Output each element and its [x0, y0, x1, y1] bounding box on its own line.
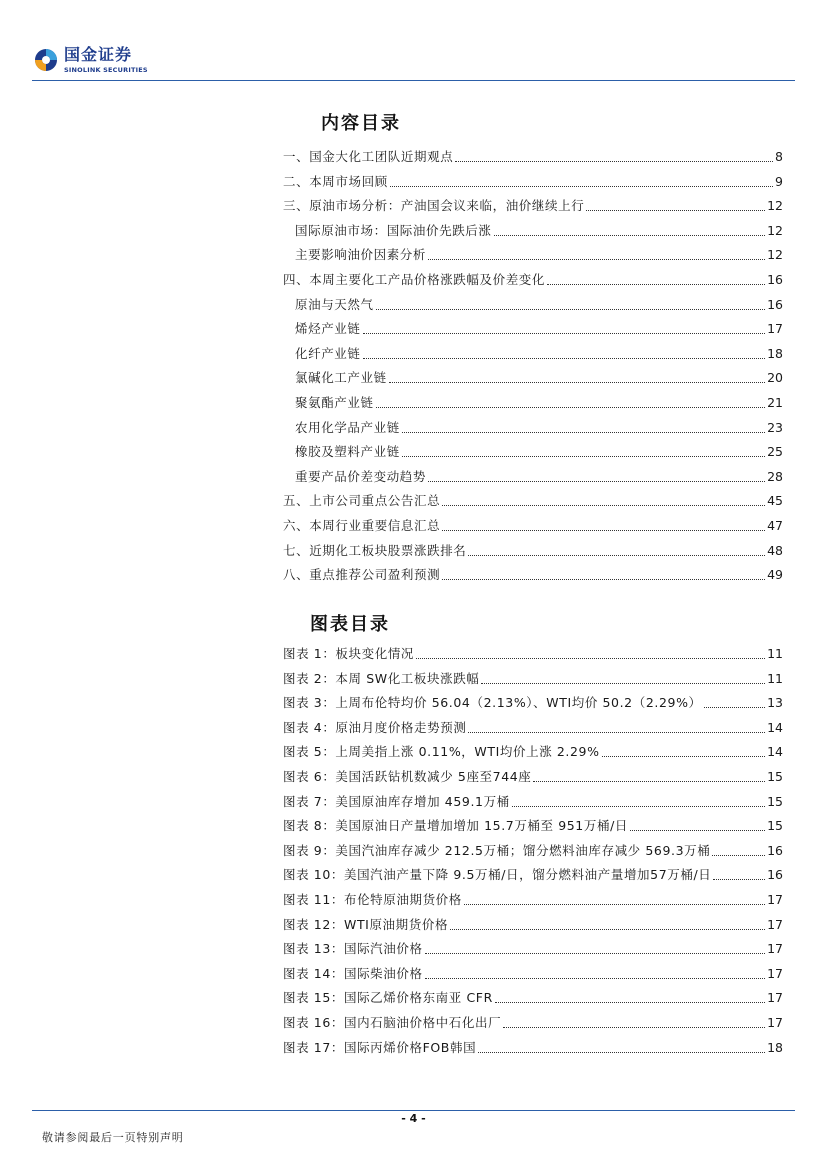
- dot-leader: [468, 555, 765, 556]
- figure-entry[interactable]: [283, 812, 783, 834]
- toc-entry-label: 四、本周主要化工产品价格涨跌幅及价差变化: [283, 272, 546, 287]
- toc-entry-label: 六、本周行业重要信息汇总: [283, 518, 441, 533]
- figure-entry-page-number: 16: [767, 842, 783, 858]
- dot-leader: [468, 732, 765, 733]
- dot-leader: [495, 1002, 765, 1003]
- toc-entry-page-number: 48: [767, 542, 783, 558]
- toc-entry[interactable]: [283, 487, 783, 509]
- figure-entry-label: 图表 10：美国汽油产量下降 9.5万桶/日，馏分燃料油产量增加57万桶/日: [283, 867, 712, 883]
- figure-entry[interactable]: [283, 640, 783, 662]
- figure-entry-label: 图表 16：国内石脑油价格中石化出厂: [283, 1015, 502, 1030]
- toc-entry-label: 国际原油市场：国际油价先跌后涨: [295, 222, 492, 238]
- dot-leader: [442, 505, 765, 506]
- figure-entry-label: 图表 12：WTI原油期货价格: [283, 916, 449, 932]
- figure-entry-page-number: 15: [767, 793, 783, 809]
- toc-entry-label: 二、本周市场回顾: [283, 173, 388, 189]
- toc-entry[interactable]: [283, 512, 783, 534]
- figure-entry[interactable]: [283, 861, 783, 883]
- figure-entry-label: 图表 3：上周布伦特均价 56.04（2.13%）、WTI均价 50.2（2.29%）: [283, 695, 702, 711]
- figure-entry-label: 图表 4：原油月度价格走势预测: [283, 719, 467, 735]
- dot-leader: [442, 579, 765, 580]
- dot-leader: [363, 358, 766, 359]
- dot-leader: [478, 1052, 765, 1053]
- dot-leader: [533, 781, 765, 782]
- dot-leader: [425, 953, 766, 954]
- dot-leader: [547, 284, 765, 285]
- toc-entry-label: 烯烃产业链: [295, 321, 361, 337]
- figure-entry-label: 图表 9：美国汽油库存减少 212.5万桶；馏分燃料油库存减少 569.3万桶: [283, 842, 711, 858]
- toc-entry-label: 化纤产业链: [295, 345, 361, 361]
- figure-entry-page-number: 11: [767, 646, 783, 661]
- toc-entry-label: 聚氨酯产业链: [295, 395, 374, 410]
- figure-entry[interactable]: [283, 911, 783, 933]
- footer-divider: [32, 1110, 795, 1111]
- dot-leader: [390, 186, 773, 187]
- dot-leader: [712, 855, 765, 856]
- dot-leader: [503, 1027, 765, 1028]
- toc-entry[interactable]: [295, 217, 783, 239]
- dot-leader: [442, 530, 765, 531]
- dot-leader: [630, 830, 765, 831]
- figure-entry-label: 图表 6：美国活跃钻机数减少 5座至744座: [283, 769, 532, 784]
- figure-entry-page-number: 17: [767, 990, 783, 1006]
- toc-entry[interactable]: [295, 315, 783, 337]
- toc-entry-page-number: 12: [767, 222, 783, 238]
- figure-entry-label: 图表 2：本周 SW化工板块涨跌幅: [283, 670, 480, 686]
- dot-leader: [586, 210, 765, 211]
- figure-entry-page-number: 11: [767, 670, 783, 686]
- toc-entry[interactable]: [283, 192, 783, 214]
- figure-entry-page-number: 17: [767, 916, 783, 932]
- toc-entry[interactable]: [283, 143, 783, 165]
- figure-entry-page-number: 15: [767, 769, 783, 784]
- toc-entry-label: 重要产品价差变动趋势: [295, 468, 427, 484]
- toc-entry[interactable]: [295, 463, 783, 485]
- figure-entry-label: 图表 11：布伦特原油期货价格: [283, 892, 462, 907]
- toc-entry-page-number: 21: [767, 395, 783, 410]
- figure-entry-page-number: 13: [767, 695, 783, 711]
- figures-title: 图表目录: [310, 614, 390, 635]
- figure-entry[interactable]: [283, 984, 783, 1006]
- figure-entry-page-number: 17: [767, 892, 783, 907]
- dot-leader: [602, 756, 766, 757]
- toc-entry-page-number: 18: [767, 345, 783, 361]
- dot-leader: [428, 259, 765, 260]
- toc-entry[interactable]: [295, 340, 783, 362]
- toc-entry-label: 五、上市公司重点公告汇总: [283, 493, 441, 509]
- toc-entry-page-number: 16: [767, 272, 783, 287]
- toc-entry-page-number: 8: [775, 149, 783, 164]
- figure-entry[interactable]: [283, 1034, 783, 1056]
- contents-title: 内容目录: [321, 113, 401, 134]
- figure-entry[interactable]: [283, 935, 783, 957]
- figure-entry[interactable]: [283, 960, 783, 982]
- toc-entry-label: 氯碱化工产业链: [295, 370, 387, 386]
- toc-entry[interactable]: [295, 241, 783, 263]
- toc-entry[interactable]: [283, 266, 783, 288]
- toc-entry-label: 橡胶及塑料产业链: [295, 444, 400, 460]
- dot-leader: [363, 333, 766, 334]
- logo-text-cn: 国金证券: [64, 45, 133, 64]
- figure-entry-page-number: 14: [767, 719, 783, 735]
- dot-leader: [425, 978, 766, 979]
- dot-leader: [704, 707, 765, 708]
- figure-entry[interactable]: [283, 738, 783, 760]
- figure-entry-page-number: 15: [767, 818, 783, 834]
- toc-entry-page-number: 45: [767, 493, 783, 509]
- disclaimer-text: 敬请参阅最后一页特别声明: [42, 1131, 184, 1144]
- figure-entry-page-number: 17: [767, 1015, 783, 1030]
- page-number: - 4 -: [401, 1112, 426, 1125]
- toc-entry[interactable]: [295, 414, 783, 436]
- toc-entry[interactable]: [295, 389, 783, 411]
- toc-entry[interactable]: [295, 291, 783, 313]
- toc-entry-page-number: 23: [767, 419, 783, 435]
- sinolink-logo-icon: [34, 48, 58, 72]
- figure-entry-label: 图表 17：国际丙烯价格FOB韩国: [283, 1039, 477, 1055]
- toc-entry-page-number: 17: [767, 321, 783, 337]
- toc-entry[interactable]: [295, 364, 783, 386]
- figure-entry-label: 图表 13：国际汽油价格: [283, 941, 423, 957]
- toc-entry-page-number: 28: [767, 468, 783, 484]
- toc-entry-label: 主要影响油价因素分析: [295, 247, 427, 263]
- page-header: [0, 0, 827, 82]
- figure-entry-page-number: 17: [767, 941, 783, 957]
- toc-entry-page-number: 9: [775, 173, 783, 189]
- dot-leader: [494, 235, 766, 236]
- toc-entry[interactable]: [295, 438, 783, 460]
- toc-entry-label: 三、原油市场分析：产油国会议来临，油价继续上行: [283, 198, 585, 214]
- dot-leader: [416, 658, 765, 659]
- dot-leader: [455, 161, 773, 162]
- header-divider: [32, 80, 795, 81]
- dot-leader: [464, 904, 765, 905]
- figure-entry-label: 图表 7：美国原油库存增加 459.1万桶: [283, 793, 510, 809]
- figure-entry-label: 图表 1：板块变化情况: [283, 646, 415, 661]
- toc-entry[interactable]: [283, 561, 783, 583]
- toc-entry-label: 一、国金大化工团队近期观点: [283, 149, 454, 164]
- figure-entry-page-number: 18: [767, 1039, 783, 1055]
- figure-entry-label: 图表 8：美国原油日产量增加增加 15.7万桶至 951万桶/日: [283, 818, 628, 834]
- figure-entry-label: 图表 15：国际乙烯价格东南亚 CFR: [283, 990, 493, 1006]
- dot-leader: [402, 432, 765, 433]
- dot-leader: [389, 382, 765, 383]
- dot-leader: [376, 407, 765, 408]
- toc-entry-label: 农用化学品产业链: [295, 419, 400, 435]
- figure-entry-page-number: 16: [767, 867, 783, 883]
- toc-entry-page-number: 20: [767, 370, 783, 386]
- toc-entry-page-number: 47: [767, 518, 783, 533]
- figure-entry[interactable]: [283, 788, 783, 810]
- figure-entry-label: 图表 14：国际柴油价格: [283, 965, 423, 981]
- figure-entry[interactable]: [283, 886, 783, 908]
- toc-entry-page-number: 12: [767, 247, 783, 263]
- toc-entry-label: 原油与天然气: [295, 296, 374, 312]
- figure-entry[interactable]: [283, 837, 783, 859]
- dot-leader: [481, 683, 765, 684]
- figure-entry[interactable]: [283, 689, 783, 711]
- dot-leader: [376, 309, 765, 310]
- figure-entry[interactable]: [283, 763, 783, 785]
- toc-entry-label: 八、重点推荐公司盈利预测: [283, 567, 441, 583]
- toc-entry[interactable]: [283, 537, 783, 559]
- figure-entry[interactable]: [283, 714, 783, 736]
- dot-leader: [713, 879, 765, 880]
- toc-entry-label: 七、近期化工板块股票涨跌排名: [283, 542, 467, 558]
- toc-entry-page-number: 49: [767, 567, 783, 583]
- figure-entry-page-number: 17: [767, 965, 783, 981]
- dot-leader: [428, 481, 765, 482]
- toc-entry-page-number: 25: [767, 444, 783, 460]
- dot-leader: [450, 929, 765, 930]
- figure-entry-label: 图表 5：上周美指上涨 0.11%，WTI均价上涨 2.29%: [283, 744, 600, 760]
- figure-entry-page-number: 14: [767, 744, 783, 760]
- toc-entry-page-number: 12: [767, 198, 783, 214]
- dot-leader: [512, 806, 765, 807]
- dot-leader: [402, 456, 765, 457]
- toc-entry-page-number: 16: [767, 296, 783, 312]
- logo-text-en: SINOLINK SECURITIES: [64, 66, 148, 74]
- toc-entry[interactable]: [283, 168, 783, 190]
- figure-entry[interactable]: [283, 1009, 783, 1031]
- figure-entry[interactable]: [283, 665, 783, 687]
